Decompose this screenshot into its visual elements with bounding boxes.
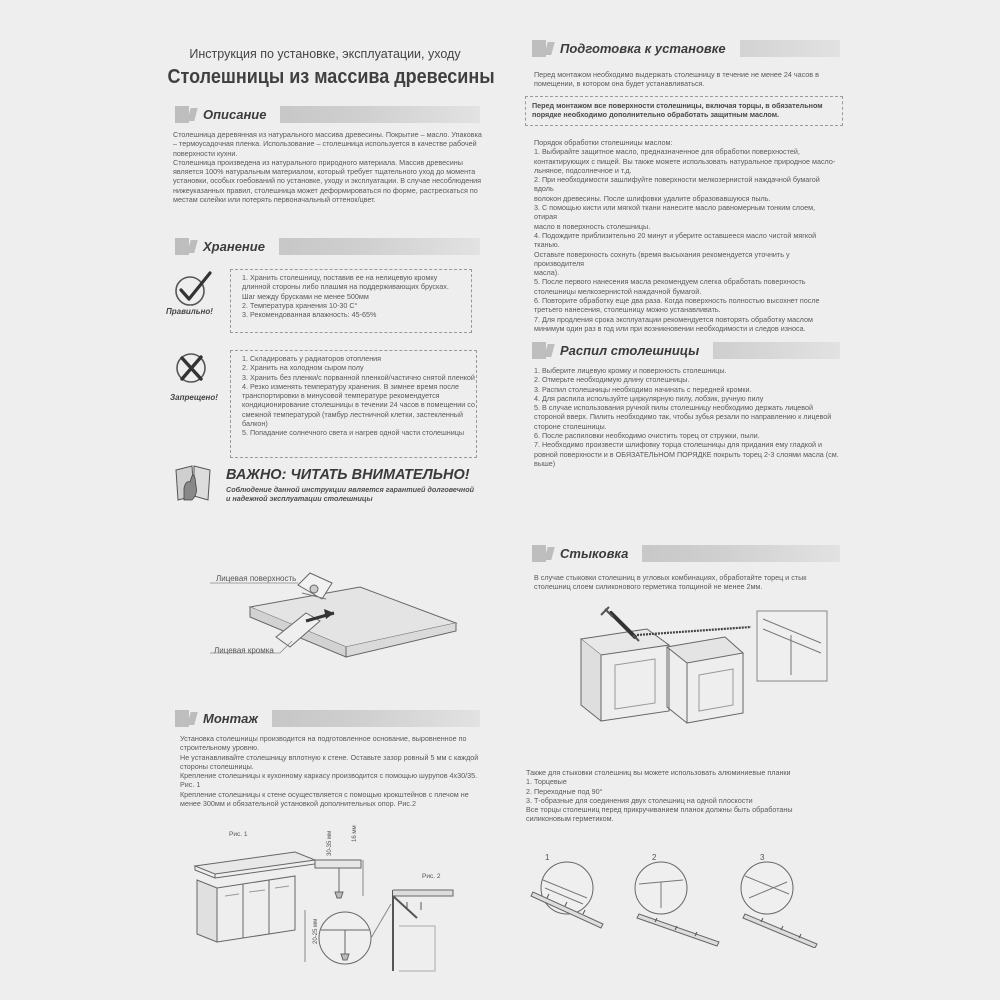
preparation-notice-line: Перед монтажом все поверхности столешницы, включая торцы, в обязательном — [532, 101, 823, 110]
preparation-intro — [534, 70, 839, 89]
document-title: Столешницы из массива древесины — [167, 66, 495, 88]
mounting-line: Крепление столешницы к кухонному каркасу производится с помощью шурупов 4х30/35. — [180, 771, 478, 781]
forbidden-item: транспортировки в минусовой температуре рекомендуется — [242, 391, 440, 401]
preparation-step-line: масло в поверхность столешницы. — [534, 221, 651, 231]
forbidden-label: Запрещено! — [170, 393, 218, 402]
forbidden-item: 3. Хранить без пленки/с порванной пленкой/частично снятой пленкой — [242, 372, 475, 382]
joining-strips-line: 1. Торцевые — [526, 777, 567, 787]
preparation-step-line: 2. При необходимости зашлифуйте поверхности мелкозернистой наждачной бумагой вдоль — [534, 175, 820, 194]
forbidden-item: кондиционирование столешницы в течении 24 часов в помещении со — [242, 400, 475, 410]
preparation-step-line: 5. После первого нанесения масла рекомендуем слегка обработать поверхность — [534, 277, 806, 287]
important-text — [226, 485, 486, 504]
preparation-step-line: Оставьте поверхность сохнуть (время высыхания рекомендуется уточнить у производителя — [534, 249, 790, 268]
correct-label: Правильно! — [166, 307, 213, 316]
preparation-step-line: Порядок обработки столешницы маслом: — [534, 138, 673, 147]
description-line: местам склейки или потерять первоначальный оттенок/цвет. — [173, 195, 376, 205]
mounting-figures — [185, 826, 485, 976]
joining-intro-line: столешниц слоем силиконового герметика толщиной не менее 2мм. — [534, 582, 763, 592]
joining-strips-line: силиконовым герметиком. — [526, 814, 614, 824]
section-bar-joining — [532, 545, 840, 562]
section-heading-storage: Хранение — [189, 237, 279, 256]
sawing-step-line: 2. Отмерьте необходимую длину столешницы. — [534, 375, 690, 385]
mounting-line: строительному уровню. — [180, 743, 260, 753]
forbidden-item: 5. Попадание солнечного света и нагрев одной части столешницы — [242, 428, 465, 438]
sawing-steps — [534, 366, 839, 468]
fig2-label: Рис. 2 — [422, 873, 441, 880]
preparation-step-line: минимум один раз в год или при возникновении необходимости и следов износа. — [534, 323, 806, 333]
correct-item: 2. Температура хранения 10-30 С° — [242, 300, 358, 310]
correct-item: 1. Хранить столешницу, поставив ее на нелицевую кромку — [242, 273, 438, 282]
preparation-step-line: третьего нанесения, столешницу можно устанавливать. — [534, 305, 721, 315]
joining-figure — [575, 595, 835, 735]
preparation-step-line: столешницы мелкозернистой наждачной бумагой. — [534, 286, 702, 296]
dim-20-25-label: 20-25 мм — [313, 918, 319, 944]
description-text — [173, 130, 488, 204]
description-line: поверхности кухни. — [173, 148, 238, 158]
preparation-step-line: 3. С помощью кисти или мягкой ткани нанесите масло равномерным тонким слоем, отирая — [534, 203, 816, 222]
mounting-line: стороны столешницы. — [180, 761, 254, 771]
sawing-step-line: стороной вверх. Пилить необходимо так, чтобы зубья резали по направлению к лицевой — [534, 412, 832, 422]
joining-strips-line: 3. Т-образные для соединения двух столешниц на одной плоскости — [526, 795, 753, 805]
section-heading-preparation: Подготовка к установке — [546, 39, 740, 58]
mounting-text — [180, 734, 480, 808]
section-heading-mounting: Монтаж — [189, 709, 272, 728]
section-heading-joining: Стыковка — [546, 544, 642, 563]
preparation-step-line: контактирующих с пищей. Вы также можете использовать натуральное природное масло- — [534, 156, 836, 166]
section-bar-storage — [175, 238, 480, 255]
section-bar-mounting — [175, 710, 480, 727]
description-line: установки, особых гоебований по установке, уходу и эксплуатации. В случае несоблюдения — [173, 176, 482, 186]
sawing-step-line: выше) — [534, 458, 556, 468]
joining-strips-text — [526, 768, 836, 824]
preparation-step-line: 4. Подождите приблизительно 20 минут и уберите оставшееся масло чистой мягкой тканью. — [534, 230, 817, 250]
face-edge-label: Лицевая кромка — [214, 646, 274, 655]
fig1-label: Рис. 1 — [229, 831, 248, 838]
preparation-step-line: 7. Для продления срока эксплуатации рекомендуется повторять обработку маслом — [534, 314, 813, 324]
description-line: нижеуказанных правил, столешница может деформироваться по форме, растрескаться по — [173, 185, 478, 195]
joining-strips-line: Все торцы столешниц перед прикручиванием планок должны быть обработаны — [526, 805, 793, 815]
sawing-step-line: 4. Для распила используйте циркулярную пилу, лобзик, ручную пилу — [534, 393, 764, 403]
preparation-steps — [534, 138, 839, 333]
forbidden-item: 2. Хранить на холодном сыром полу — [242, 363, 364, 373]
preparation-step-line: 6. Повторите обработку еще два раза. Когда поверхность полностью высохнет после — [534, 296, 820, 306]
forbidden-item: балкон) — [242, 419, 268, 429]
description-line: – термоусадочная пленка. Использование – столешница используется в качестве рабочей — [173, 139, 477, 149]
forbidden-item: 4. Резко изменять температуру хранения. В зимнее время после — [242, 381, 459, 391]
mounting-line: менее 300мм и обязательной установкой дополнительных опор. Рис.2 — [180, 799, 416, 809]
section-heading-sawing: Распил столешницы — [546, 341, 713, 360]
description-line: Столешница произведена из натурального природного материала. Массив древесины — [173, 157, 463, 167]
dim-30-35-label: 30-35 мм — [327, 830, 333, 856]
description-line: является 100% натуральным материалом, который требует тщательного уход до момента — [173, 167, 476, 177]
mounting-line: Крепление столешницы к стене осуществляется с помощью крокштейнов с плечом не — [180, 789, 469, 799]
preparation-notice — [532, 101, 837, 120]
strip-fig-number-1: 1 — [545, 853, 550, 862]
joining-strips-line: Также для стыковки столешниц вы можете использовать алюминиевые планки — [526, 768, 791, 777]
preparation-step-line: волокон древесины. После шлифовки удалите образовавшуюся пыль. — [534, 193, 771, 203]
preparation-intro-line: Перед монтажом необходимо выдержать столешницу в течение не менее 24 часов в — [534, 70, 819, 79]
strip-fig-number-2: 2 — [652, 853, 657, 862]
strip-fig-number-3: 3 — [760, 853, 765, 862]
preparation-intro-line: помещении, в котором она будет устанавливаться. — [534, 79, 705, 89]
section-bar-description — [175, 106, 480, 123]
forbidden-item: смежной температурой (тамбур лестничной клетки, застекленный — [242, 409, 463, 419]
hand-book-icon — [172, 462, 218, 504]
mounting-line: Рис. 1 — [180, 780, 201, 790]
important-line: Соблюдение данной инструкции является гарантией долговечной — [226, 485, 475, 494]
joining-intro — [534, 573, 839, 592]
face-surface-label: Лицевая поверхность — [216, 574, 297, 583]
preparation-step-line: 1. Выбирайте защитное масло, предназначенное для обработки поверхностей, — [534, 147, 800, 157]
dim-16-label: 16 мм — [352, 825, 358, 842]
sawing-step-line: стороне столешницы. — [534, 421, 607, 431]
preparation-step-line: льняное, подсолнечное и т.д. — [534, 165, 632, 175]
countertop-face-figure — [210, 565, 470, 690]
sawing-step-line: 7. Необходимо произвести шлифовку торца столешницы для придания ему гладкой и — [534, 440, 823, 450]
forbidden-list — [242, 354, 478, 438]
sawing-step-line: 6. После распиловки необходимо очистить торец от стружки, пыли. — [534, 431, 760, 441]
preparation-step-line: масла). — [534, 268, 560, 278]
correct-list — [242, 273, 470, 319]
correct-item: длинной стороны либо плашмя на поддерживающих брусках. — [242, 282, 449, 292]
joining-strips-figure — [525, 858, 845, 948]
sawing-step-line: 5. В случае использования ручной пилы столешницу необходимо держать лицевой — [534, 403, 813, 413]
important-line: и надежной эксплуатации столешницы — [226, 494, 373, 504]
correct-item: 3. Рекомендованная влажность: 45-65% — [242, 310, 377, 320]
sawing-step-line: ровной поверхности и в ОБЯЗАТЕЛЬНОМ ПОРЯДКЕ покрыть торец 2-3 слоями масла (см. — [534, 449, 839, 459]
important-title: ВАЖНО: ЧИТАТЬ ВНИМАТЕЛЬНО! — [226, 467, 470, 483]
description-line: Столешница деревянная из натурального массива древесины. Покрытие – масло. Упаковка — [173, 130, 482, 139]
joining-intro-line: В случае стыковки столешниц в угловых комбинациях, обработайте торец и стык — [534, 573, 807, 582]
section-bar-sawing — [532, 342, 840, 359]
document-subtitle: Инструкция по установке, эксплуатации, уходу — [189, 47, 461, 61]
sawing-step-line: 3. Распил столешницы необходимо начинать с передней кромки. — [534, 384, 752, 394]
sawing-step-line: 1. Выберите лицевую кромку и поверхность столешницы. — [534, 366, 727, 375]
forbidden-item: 1. Складировать у радиаторов отопления — [242, 354, 382, 363]
mounting-line: Установка столешницы производится на подготовленное основание, выровненное по — [180, 734, 467, 743]
section-bar-preparation — [532, 40, 840, 57]
preparation-notice-line: порядке необходимо дополнительно обработать защитным маслом. — [532, 110, 780, 120]
forbidden-x-icon — [172, 348, 212, 386]
checkmark-circle-icon — [172, 270, 216, 308]
mounting-line: Не устанавливайте столешницу вплотную к стене. Оставьте зазор ровный 5 мм с каждой — [180, 752, 479, 762]
correct-item: Шаг между брусками не менее 500мм — [242, 291, 369, 301]
joining-strips-line: 2. Переходные под 90° — [526, 786, 603, 796]
section-heading-description: Описание — [189, 105, 280, 124]
